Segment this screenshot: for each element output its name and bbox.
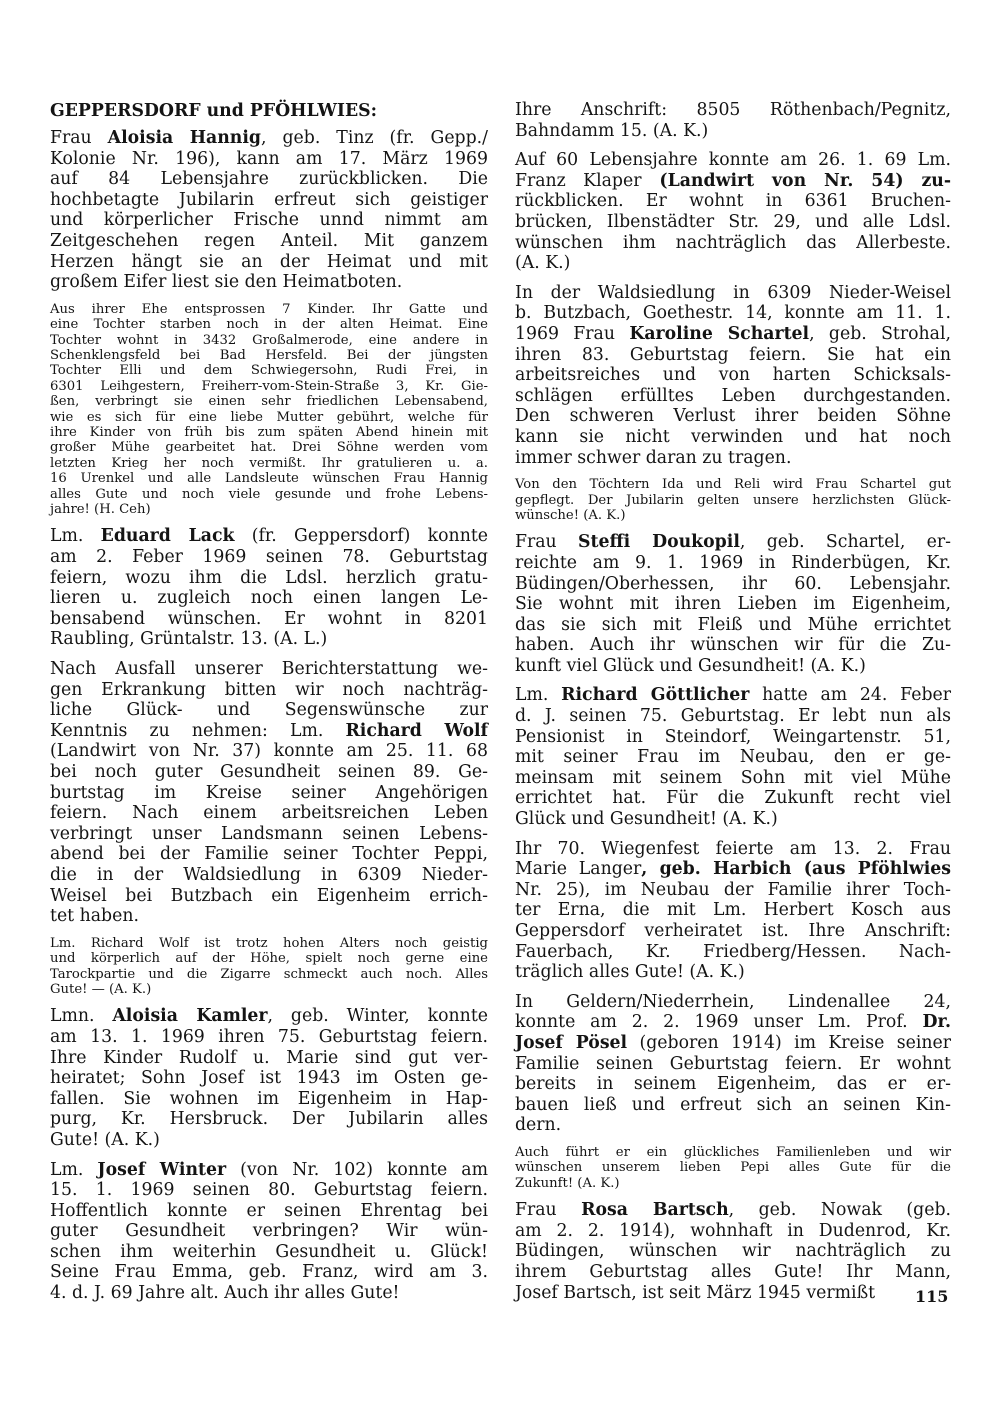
text-line — [50, 231, 488, 252]
text-segment: Franz Klaper — [515, 170, 642, 191]
text-segment: Aus ihrer Ehe entsprossen 7 Kinder. Ihr Gatte und — [50, 301, 488, 317]
text-segment: verbringt unser Landsmann seinen Lebens- — [50, 823, 488, 844]
text-segment: am 2. 2. 1914), wohnhaft in Dudenrod, Kr. — [515, 1220, 951, 1241]
note-paragraph — [515, 477, 951, 523]
person-name: Dr. — [922, 1012, 951, 1033]
text-segment: (A. K.) — [515, 253, 571, 274]
text-segment: Josef Bartsch, ist seit März 1945 vermißt — [515, 1282, 876, 1303]
text-segment: ter Erna, die mit Lm. Herbert Kosch aus — [515, 900, 951, 921]
text-segment: , geb. Tinz (fr. Gepp./ — [261, 128, 488, 148]
text-segment: feiern, wozu ihm die Ldsl. herzlich gratu- — [50, 567, 488, 588]
text-line — [50, 762, 488, 783]
text-line — [50, 547, 488, 568]
text-segment: Büdingen/Oberhessen, ihr 60. Lebensjahr. — [515, 573, 951, 594]
text-segment: , geb. Nowak (geb. — [728, 1200, 951, 1221]
text-line — [515, 283, 951, 304]
text-segment: ihren 83. Geburtstag feiern. Sie hat ein — [515, 344, 951, 365]
text-line — [50, 410, 488, 425]
text-line — [515, 1115, 951, 1136]
text-line — [50, 363, 488, 378]
paragraph — [515, 685, 951, 829]
text-line — [515, 1160, 951, 1175]
right-column — [515, 100, 951, 1312]
text-segment: wünsche! (A. K.) — [515, 507, 626, 523]
text-line — [50, 1027, 488, 1048]
text-line — [515, 1012, 951, 1033]
text-segment: schlägen erfülltes Leben durchgestanden. — [515, 385, 951, 406]
person-name: (Landwirt von Nr. 54) zu- — [641, 170, 951, 191]
text-line — [515, 427, 951, 448]
text-line — [515, 233, 951, 254]
text-line — [50, 394, 488, 409]
text-line — [50, 1006, 488, 1027]
person-name: Aloisia Hannig — [107, 128, 262, 148]
text-segment: lieren u. zugleich noch einen langen Le- — [50, 588, 488, 609]
text-line — [515, 574, 951, 595]
text-segment: am 13. 1. 1969 ihren 75. Geburtstag feiern. — [50, 1026, 488, 1047]
text-line — [515, 150, 951, 171]
text-line — [50, 741, 488, 762]
text-segment: dern. — [515, 1115, 562, 1136]
text-line — [515, 121, 951, 142]
text-segment: fallen. Sie wohnen im Eigenheim in Hap- — [50, 1088, 488, 1109]
text-segment: guter Gesundheit verbringen? Wir wün- — [50, 1221, 488, 1242]
text-segment: Nach Ausfall unserer Berichterstattung we- — [50, 659, 488, 679]
text-segment: ihrem Geburtstag alles Gute! Ihr Mann, — [515, 1261, 951, 1282]
text-segment: In der Waldsiedlung in 6309 Nieder-Weisel — [515, 282, 951, 303]
text-line — [515, 1033, 951, 1054]
text-segment: ihre Kinder von früh bis zum späten Abend hinein mit — [50, 425, 488, 440]
text-line — [515, 324, 951, 345]
text-line — [50, 844, 488, 865]
text-segment: reichte am 9. 1. 1969 in Rinderbügen, Kr. — [515, 552, 951, 573]
text-segment: Lm. — [50, 1159, 98, 1180]
text-line — [50, 440, 488, 455]
text-line — [50, 526, 488, 547]
text-line — [515, 1074, 951, 1095]
text-segment: Nr. 25), im Neubau der Familie ihrer Toch- — [515, 879, 951, 900]
text-segment: burtstag im Kreise seiner Angehörigen — [50, 782, 488, 803]
text-segment: großem Eifer liest sie den Heimatboten. — [50, 272, 403, 293]
text-segment: Auch führt er ein glückliches Familienleben und wir — [515, 1144, 951, 1160]
text-segment: Raubling, Grüntalstr. 13. (A. L.) — [50, 629, 328, 650]
left-column — [50, 100, 488, 1313]
paragraph — [515, 100, 951, 141]
text-line — [515, 1054, 951, 1075]
text-line — [50, 149, 488, 170]
text-line — [515, 594, 951, 615]
text-segment: Weisel bei Butzbach ein Eigenheim errich- — [50, 885, 488, 906]
text-segment: Herzen hängt sie an der Heimat und mit — [50, 251, 488, 272]
text-segment: (fr. Geppersdorf) konnte — [234, 526, 488, 547]
text-line — [515, 839, 951, 860]
text-line — [50, 803, 488, 824]
text-segment: 15. 1. 1969 seinen 80. Geburtstag feiern. — [50, 1180, 488, 1201]
text-segment: immer schwer daran zu tragen. — [515, 447, 792, 468]
text-segment: und körperlich auf der Höhe, spielt noch gerne eine — [50, 951, 488, 967]
text-line — [515, 727, 951, 748]
text-line — [50, 190, 488, 211]
text-segment: bensabend wünschen. Er wohnt in 8201 — [50, 608, 488, 629]
text-line — [50, 886, 488, 907]
text-segment: b. Butzbach, Goethestr. 14, konnte am 11. 1. — [515, 303, 951, 324]
text-line — [515, 477, 951, 492]
text-segment: bei noch guter Gesundheit seinen 89. Ge- — [50, 761, 488, 782]
text-line — [50, 1180, 488, 1201]
text-segment: Seine Frau Emma, geb. Franz, wird am 3. — [50, 1262, 488, 1283]
text-segment: Frau — [50, 128, 108, 148]
text-line — [50, 1262, 488, 1283]
text-line — [50, 210, 488, 231]
paragraph — [50, 1006, 488, 1150]
text-segment: gepflegt. Der Jubilarin gelten unsere herzlichsten Glück- — [515, 492, 951, 508]
text-segment: abend bei der Familie seiner Tochter Peppi, — [50, 844, 488, 865]
text-segment: Den schweren Verlust ihrer beiden Söhne — [515, 406, 951, 427]
text-segment: am 2. Feber 1969 seinen 78. Geburtstag — [50, 547, 488, 568]
paragraph — [515, 992, 951, 1136]
text-segment: hochbetagte Jubilarin erfreut sich geistiger — [50, 189, 488, 210]
text-line — [50, 629, 488, 650]
text-segment: Kenntnis zu nehmen: Lm. — [50, 720, 346, 741]
paragraph — [515, 1200, 951, 1303]
text-line — [50, 865, 488, 886]
text-segment: purg, Kr. Hersbruck. Der Jubilarin alles — [50, 1109, 488, 1130]
text-segment: Lm. Richard Wolf ist trotz hohen Alters noch geistig — [50, 935, 488, 951]
text-segment: arbeitsreiches und von harten Schicksals- — [515, 365, 951, 386]
text-segment: Hoffentlich konnte er seinen Ehrentag bei — [50, 1200, 488, 1221]
text-line — [515, 942, 951, 963]
text-line — [515, 768, 951, 789]
paragraph — [515, 283, 951, 468]
text-line — [515, 685, 951, 706]
text-line — [50, 456, 488, 471]
text-segment: 6301 Leihgestern, Freiherr-vom-Stein-Straße 3, Kr. Gie- — [50, 378, 488, 394]
text-segment: , geb. Strohal, — [809, 323, 951, 344]
text-line — [515, 1262, 951, 1283]
paragraph — [50, 1160, 488, 1304]
person-name: Richard Wolf — [345, 720, 488, 741]
text-line — [515, 191, 951, 212]
text-segment: Büdingen, wünschen wir nachträglich zu — [515, 1241, 951, 1262]
text-line — [50, 252, 488, 273]
text-segment: Sie wohnt mit ihren Lieben im Eigenheim, — [515, 594, 951, 615]
text-segment: mit seiner Frau im Neubau, den er ge- — [515, 747, 951, 768]
text-segment: Fauerbach, Kr. Friedberg/Hessen. Nach- — [515, 941, 951, 962]
text-line — [515, 1200, 951, 1221]
text-line — [50, 609, 488, 630]
note-paragraph — [50, 936, 488, 998]
text-segment: GEPPERSDORF und PFÖHLWIES: — [50, 101, 377, 121]
text-segment: schen ihm weiterhin Gesundheit u. Glück! — [50, 1241, 488, 1262]
text-line — [50, 906, 488, 927]
text-segment: Tochter Elli und dem Schwiegersohn, Rudi Frei, in — [50, 363, 488, 379]
person-name: Josef Winter — [97, 1159, 227, 1180]
text-line — [50, 502, 488, 517]
text-segment: das sie sich mit Fleiß und Mühe errichtet — [515, 614, 951, 635]
text-segment: Ihre Kinder Rudolf u. Marie sind gut ver- — [50, 1047, 488, 1068]
text-segment: Zukunft! (A. K.) — [515, 1175, 620, 1191]
text-segment: brücken, Ilbenstädter Str. 29, und alle Ldsl. — [515, 211, 951, 232]
text-line — [515, 788, 951, 809]
text-segment: alles Gute und noch viele gesunde und frohe Lebens- — [50, 486, 488, 502]
text-line — [50, 1242, 488, 1263]
text-line — [515, 1221, 951, 1242]
text-segment: Schenklengsfeld bei Bad Hersfeld. Bei der jüngsten — [50, 347, 488, 363]
text-line — [515, 212, 951, 233]
text-line — [515, 100, 951, 121]
text-segment: wünschen unserem lieben Pepi alles Gute für die — [515, 1160, 951, 1176]
text-line — [50, 1089, 488, 1110]
paragraph — [515, 532, 951, 676]
text-line — [515, 656, 951, 677]
text-segment: , geb. Schartel, er- — [739, 532, 951, 553]
person-name: Josef Pösel — [515, 1032, 628, 1053]
text-line — [515, 615, 951, 636]
text-segment: meinsam mit seinem Sohn mit viel Mühe — [515, 767, 951, 788]
text-segment: kann sie nicht verwinden und hat noch — [515, 426, 951, 447]
text-segment: Zeitgeschehen regen Anteil. Mit ganzem — [50, 230, 488, 251]
text-line — [515, 171, 951, 192]
text-segment: 1969 Frau — [515, 323, 630, 344]
text-segment: feiern. Nach einem arbeitsreichen Leben — [50, 803, 488, 824]
text-segment: Tochter wohnt in 3432 Großalmerode, eine andere in — [50, 332, 488, 348]
person-name: Eduard Lack — [100, 526, 235, 547]
text-segment: und körperlicher Frische unnd nimmt am — [50, 210, 488, 231]
text-segment: Gute! (A. K.) — [50, 1129, 160, 1150]
text-line — [50, 1048, 488, 1069]
text-line — [515, 1095, 951, 1116]
text-line — [50, 659, 488, 680]
paragraph — [50, 128, 488, 293]
note-paragraph — [50, 302, 488, 518]
text-line — [50, 1160, 488, 1181]
text-segment: Lmn. — [50, 1006, 113, 1027]
text-line — [515, 406, 951, 427]
text-segment: wie es sich für eine liebe Mutter gebührt, welche für — [50, 409, 488, 425]
text-line — [515, 1145, 951, 1160]
text-line — [50, 951, 488, 966]
text-segment: eine Tochter starben noch in der alten Heimat. Eine — [50, 317, 488, 333]
text-line — [515, 303, 951, 324]
text-line — [50, 333, 488, 348]
text-segment: die in der Waldsiedlung in 6309 Nieder- — [50, 864, 488, 885]
text-segment: Ihr 70. Wiegenfest feierte am 13. 2. Frau — [515, 838, 951, 859]
text-line — [50, 1109, 488, 1130]
text-segment: Von den Töchtern Ida und Reli wird Frau Schartel gut — [515, 477, 951, 493]
text-segment: (von Nr. 102) konnte am — [226, 1159, 488, 1180]
text-line — [50, 471, 488, 486]
text-line — [515, 532, 951, 553]
text-line — [50, 379, 488, 394]
text-segment: ßen, verbringt sie einen sehr friedlichen Lebensabend, — [50, 394, 488, 410]
text-segment: Gute! — (A. K.) — [50, 981, 152, 997]
paragraph — [50, 659, 488, 927]
text-segment: Kolonie Nr. 196), kann am 17. März 1969 — [50, 148, 488, 169]
text-segment: 16 Urenkel und alle Landsleute wünschen Frau Hannig — [50, 471, 488, 487]
text-line — [50, 317, 488, 332]
text-line — [50, 348, 488, 363]
text-line — [50, 1283, 488, 1304]
text-segment: auf 84 Lebensjahre zurückblicken. Die — [50, 169, 488, 190]
text-line — [515, 1241, 951, 1262]
person-name: Karoline Schartel — [629, 323, 810, 344]
text-segment: Geppersdorf verheiratet ist. Ihre Anschrift: — [515, 921, 951, 941]
text-segment: kunft viel Glück und Gesundheit! (A. K.) — [515, 655, 866, 676]
text-segment: Lm. — [515, 685, 562, 706]
text-segment: rückblicken. Er wohnt in 6361 Bruchen- — [515, 191, 951, 212]
person-name: Aloisia Kamler — [112, 1006, 268, 1027]
text-line — [50, 1221, 488, 1242]
text-segment: Pensionist in Steindorf, Weingartenstr. 51, — [515, 726, 951, 747]
text-segment: , geb. Winter, konnte — [267, 1006, 488, 1027]
text-segment: jahre! (H. Ceh) — [50, 502, 151, 518]
text-line — [515, 386, 951, 407]
text-segment: tet haben. — [50, 906, 139, 927]
paragraph — [50, 526, 488, 650]
section-heading — [50, 100, 488, 122]
text-segment: Ihre Anschrift: 8505 Röthenbach/Pegnitz, — [515, 100, 951, 120]
text-line — [50, 700, 488, 721]
text-line — [50, 1201, 488, 1222]
text-segment: konnte am 2. 2. 1969 unser Lm. Prof. — [515, 1012, 923, 1033]
text-segment: haben. Auch ihr wünschen wir für die Zu- — [515, 635, 951, 656]
text-segment: Familie seinen Geburtstag feiern. Er wohnt — [515, 1053, 951, 1074]
text-line — [515, 1283, 951, 1304]
text-line — [50, 1130, 488, 1151]
text-segment: (Landwirt von Nr. 37) konnte am 25. 11. 68 — [50, 741, 488, 762]
text-line — [50, 680, 488, 701]
text-segment: heiratet; Sohn Josef ist 1943 im Osten ge- — [50, 1068, 488, 1089]
text-line — [50, 1068, 488, 1089]
page-number: 115 — [915, 1287, 949, 1306]
text-segment: großer Mühe gearbeitet hat. Drei Söhne werden vom — [50, 440, 488, 456]
text-segment: träglich alles Gute! (A. K.) — [515, 962, 745, 983]
paragraph — [515, 150, 951, 274]
text-line — [50, 425, 488, 440]
text-segment: (geboren 1914) im Kreise seiner — [627, 1032, 951, 1053]
text-line — [515, 493, 951, 508]
text-line — [50, 982, 488, 997]
text-segment: hatte am 24. Feber — [749, 685, 951, 706]
text-segment: bauen ließ und erfreut sich an seinen Kin- — [515, 1094, 951, 1115]
text-line — [515, 921, 951, 942]
text-line — [515, 635, 951, 656]
text-segment: Marie Langer — [515, 859, 642, 880]
text-segment: gen Erkrankung bitten wir noch nachträg- — [50, 679, 488, 700]
text-line — [515, 365, 951, 386]
text-line — [515, 706, 951, 727]
text-line — [515, 1176, 951, 1191]
text-line — [515, 345, 951, 366]
text-line — [50, 487, 488, 502]
text-line — [50, 568, 488, 589]
text-line — [50, 302, 488, 317]
text-line — [515, 880, 951, 901]
text-segment: d. J. seinen 75. Geburtstag. Er lebt nun als — [515, 706, 951, 727]
text-line — [50, 588, 488, 609]
text-line — [515, 992, 951, 1013]
text-line — [515, 809, 951, 830]
text-segment: Auf 60 Lebensjahre konnte am 26. 1. 69 Lm. — [515, 150, 951, 171]
text-line — [515, 859, 951, 880]
text-segment: Glück und Gesundheit! (A. K.) — [515, 809, 778, 830]
text-line — [50, 272, 488, 293]
text-line — [50, 100, 488, 122]
person-name: Richard Göttlicher — [561, 685, 750, 706]
text-segment: Frau — [515, 1200, 582, 1221]
text-line — [515, 253, 951, 274]
text-line — [50, 169, 488, 190]
text-segment: Bahndamm 15. (A. K.) — [515, 120, 709, 141]
text-line — [50, 824, 488, 845]
person-name: Rosa Bartsch — [581, 1200, 729, 1221]
text-line — [515, 900, 951, 921]
text-segment: Lm. — [50, 526, 101, 547]
text-line — [50, 967, 488, 982]
text-segment: errichtet hat. Für die Zukunft recht viel — [515, 788, 951, 809]
text-segment: liche Glück- und Segenswünsche zur — [50, 700, 488, 721]
text-line — [515, 448, 951, 469]
text-segment: Frau — [515, 532, 579, 553]
text-segment: letzten Krieg her noch vermißt. Ihr gratulieren u. a. — [50, 455, 488, 471]
note-paragraph — [515, 1145, 951, 1191]
text-segment: wünschen ihm nachträglich das Allerbeste. — [515, 232, 951, 253]
text-line — [515, 508, 951, 523]
text-line — [515, 962, 951, 983]
text-segment: In Geldern/Niederrhein, Lindenallee 24, — [515, 991, 951, 1012]
text-line — [50, 936, 488, 951]
text-segment: Tarockpartie und die Zigarre schmeckt auch noch. Alles — [50, 966, 488, 982]
text-segment: 4. d. J. 69 Jahre alt. Auch ihr alles Gute! — [50, 1283, 400, 1304]
text-line — [515, 553, 951, 574]
text-segment: bereits in seinem Eigenheim, das er er- — [515, 1074, 951, 1095]
person-name: Steffi Doukopil — [578, 532, 740, 553]
paragraph — [515, 839, 951, 983]
person-name: , geb. Harbich (aus Pföhlwies — [641, 859, 951, 880]
text-line — [50, 128, 488, 149]
text-line — [50, 721, 488, 742]
text-line — [50, 783, 488, 804]
text-line — [515, 747, 951, 768]
